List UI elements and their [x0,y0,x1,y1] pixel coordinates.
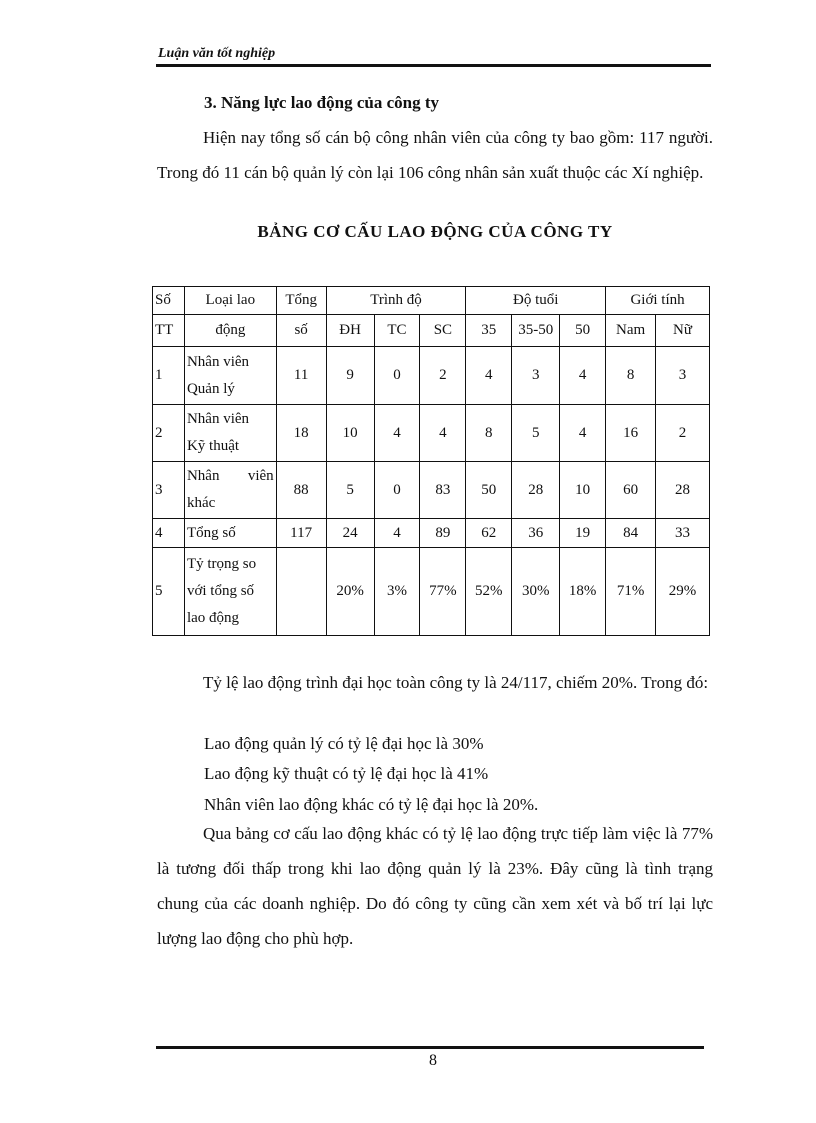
row-female: 33 [656,519,710,548]
row-age3: 4 [560,405,606,462]
row-age3: 4 [560,347,606,405]
row-type [184,405,276,462]
header-row-2 [153,315,710,347]
header-rule [156,64,711,67]
row-female: 2 [656,405,710,462]
row-sc: 2 [420,347,466,405]
row-sc: 4 [420,405,466,462]
row-type [184,462,276,519]
row-total [276,548,326,636]
col-age1-header: 35 [466,315,512,347]
row-male: 60 [606,462,656,519]
conclusion-paragraph: Qua bảng cơ cấu lao động khác có tỷ lệ lao động trực tiếp làm việc là 77% là tương đối thấp trong khi lao động quản lý là 23%. Đây cũng là tình trạng chung của các doanh nghiệp. Do đó công ty cũng cần xem xét và bố trí lại lực lượng lao động cho phù hợp. [157,824,713,948]
row-sc: 83 [420,462,466,519]
col-male-header: Nam [606,315,656,347]
row-type-line: Quản lý [186,380,235,397]
row-sc: 77% [420,548,466,636]
section-heading: 3. Năng lực lao động của công ty [204,93,439,112]
col-stt-header-2: TT [153,315,185,347]
row-stt: 4 [153,519,185,548]
row-age1: 50 [466,462,512,519]
col-education-header: Trình độ [326,287,466,315]
labor-structure-table [152,286,710,636]
row-type-line: Kỹ thuật [186,438,240,454]
row-male: 8 [606,347,656,405]
row-age2: 36 [512,519,560,548]
row-dh: 10 [326,405,374,462]
row-age1: 4 [466,347,512,405]
table-title: BẢNG CƠ CẤU LAO ĐỘNG CỦA CÔNG TY [257,222,613,241]
row-dh: 5 [326,462,374,519]
row-stt: 1 [153,347,185,405]
intro-paragraph: Hiện nay tổng số cán bộ công nhân viên của công ty bao gồm: 117 người. Trong đó 11 cán bộ quản lý còn lại 106 công nhân sản xuất thuộc các Xí nghiệp. [157,128,713,182]
col-total-header: Tổng [276,287,326,315]
analysis-item: Lao động kỹ thuật có tỷ lệ đại học là 41% [204,764,489,783]
row-dh: 24 [326,519,374,548]
row-total: 117 [276,519,326,548]
row-age1: 8 [466,405,512,462]
row-type-line: Tỷ trọng so [186,556,257,572]
col-gender-header: Giới tính [606,287,710,315]
row-type-line: với tổng số [186,583,255,599]
row-stt: 3 [153,462,185,519]
row-male: 84 [606,519,656,548]
row-type [184,347,276,405]
row-type-line: Nhân viên [186,411,250,427]
row-tc: 4 [374,519,420,548]
summary-paragraph: Tỷ lệ lao động trình đại học toàn công ty là 24/117, chiếm 20%. Trong đó: [203,673,709,692]
col-type-header: Loại lao [184,287,276,315]
row-age3: 18% [560,548,606,636]
row-type-line: lao động [186,610,240,626]
row-type-line: khác [186,495,216,511]
row-age3: 19 [560,519,606,548]
row-total: 18 [276,405,326,462]
row-female: 3 [656,347,710,405]
analysis-item: Nhân viên lao động khác có tỷ lệ đại học là 20%. [204,795,539,814]
col-type-header-2: động [184,315,276,347]
row-age2: 3 [512,347,560,405]
row-type-line: Nhân viên [186,353,250,370]
header-row-1 [153,287,710,315]
row-dh: 9 [326,347,374,405]
row-age2: 5 [512,405,560,462]
row-male: 71% [606,548,656,636]
row-stt: 2 [153,405,185,462]
col-tc-header: TC [374,315,420,347]
row-age2: 28 [512,462,560,519]
footer-rule [156,1046,704,1049]
row-type [184,548,276,636]
table-row [153,405,710,462]
table-row [153,347,710,405]
row-sc: 89 [420,519,466,548]
table-row-ratio [153,548,710,636]
row-female: 29% [656,548,710,636]
col-age2-header: 35-50 [512,315,560,347]
row-type: Tổng số [184,519,276,548]
row-age1: 62 [466,519,512,548]
col-age-header: Độ tuổi [466,287,606,315]
row-age3: 10 [560,462,606,519]
row-female: 28 [656,462,710,519]
row-total: 88 [276,462,326,519]
col-age3-header: 50 [560,315,606,347]
table-row [153,462,710,519]
row-age1: 52% [466,548,512,636]
col-stt-header: Số [153,287,185,315]
row-dh: 20% [326,548,374,636]
analysis-item: Lao động quản lý có tỷ lệ đại học là 30% [204,734,484,753]
row-stt: 5 [153,548,185,636]
col-total-header-2: số [276,315,326,347]
col-dh-header: ĐH [326,315,374,347]
row-tc: 0 [374,347,420,405]
row-tc: 4 [374,405,420,462]
col-female-header: Nữ [656,315,710,347]
row-age2: 30% [512,548,560,636]
running-header: Luận văn tốt nghiệp [158,46,276,61]
row-tc: 0 [374,462,420,519]
row-total: 11 [276,347,326,405]
row-tc: 3% [374,548,420,636]
page-number: 8 [429,1052,437,1069]
col-sc-header: SC [420,315,466,347]
table-row-total [153,519,710,548]
row-male: 16 [606,405,656,462]
row-type-line: Nhân viên [186,468,274,484]
